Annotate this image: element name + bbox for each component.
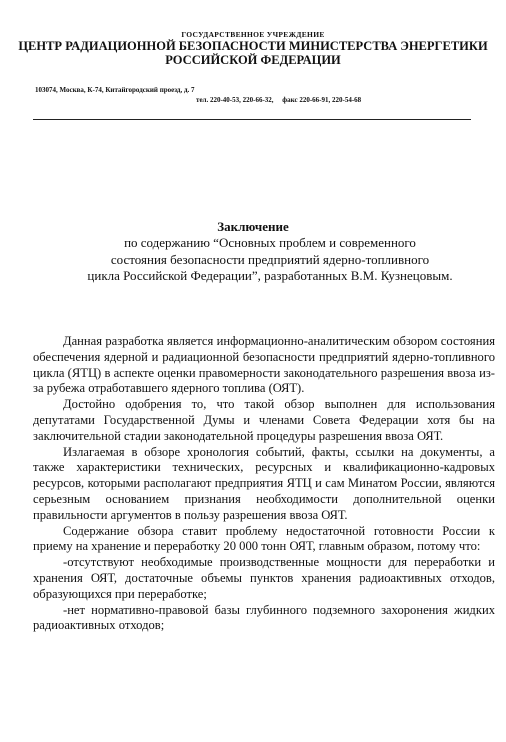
org-name-line1: ЦЕНТР РАДИАЦИОННОЙ БЕЗОПАСНОСТИ МИНИСТЕРСТВА ЭНЕРГЕТИКИ [18,39,488,53]
header-divider [33,119,471,120]
body-paragraph: Данная разработка является информационно-аналитическим обзором состояния обеспечения ядерной и радиационной безопасности предприятий ядерно-топливного цикла (ЯТЦ) в аспекте оценки правомерности законодательного разрешения ввоза из-за рубежа отработавшего ядерного топлива (ОЯТ). [33,334,495,396]
subtitle-line: состояния безопасности предприятий ядерно-топливного [110,251,430,267]
document-subtitle [60,235,480,285]
org-name-line2: РОССИЙСКОЙ ФЕДЕРАЦИИ [165,53,341,67]
body-paragraph: -отсутствуют необходимые производственные мощности для переработки и хранения ОЯТ, достаточные объемы пунктов хранения радиоактивных отходов, образующихся при переработке; [33,555,495,601]
subtitle-line: цикла Российской Федерации”, разработанных В.М. Кузнецовым. [87,268,453,283]
document-title: Заключение [217,219,289,234]
body-paragraph: Достойно одобрения то, что такой обзор выполнен для использования депутатами Государственной Думы и членами Совета Федерации хотя бы на заключительной стадии законодательной процедуры разрешения ввоза ОЯТ. [33,397,495,443]
body-paragraph: -нет нормативно-правовой базы глубинного подземного захоронения жидких радиоактивных отходов; [33,602,495,633]
body-paragraph: Содержание обзора ставит проблему недостаточной готовности России к приему на хранение и переработку 20 000 тонн ОЯТ, главным образом, потому что: [33,523,495,554]
org-phones: тел. 220-40-53, 220-66-32, факс 220-66-91, 220-54-68 [196,96,362,104]
body-paragraph: Излагаемая в обзоре хронология событий, факты, ссылки на документы, а также характеристики технических, ресурсных и квалификационно-кадровых ресурсов, которыми располагают предприятия ЯТЦ и сам Минатом России, являются серьезным основанием признания необходимости дополнительной оценки правильности аргументов в пользу разрешения ввоза ОЯТ. [33,444,495,522]
subtitle-line: по содержанию “Основных проблем и современного [124,235,416,250]
document-body [33,334,495,634]
org-address: 103074, Москва, К-74, Китайгородский проезд, д. 7 [35,86,195,94]
org-type: ГОСУДАРСТВЕННОЕ УЧРЕЖДЕНИЕ [181,30,325,39]
